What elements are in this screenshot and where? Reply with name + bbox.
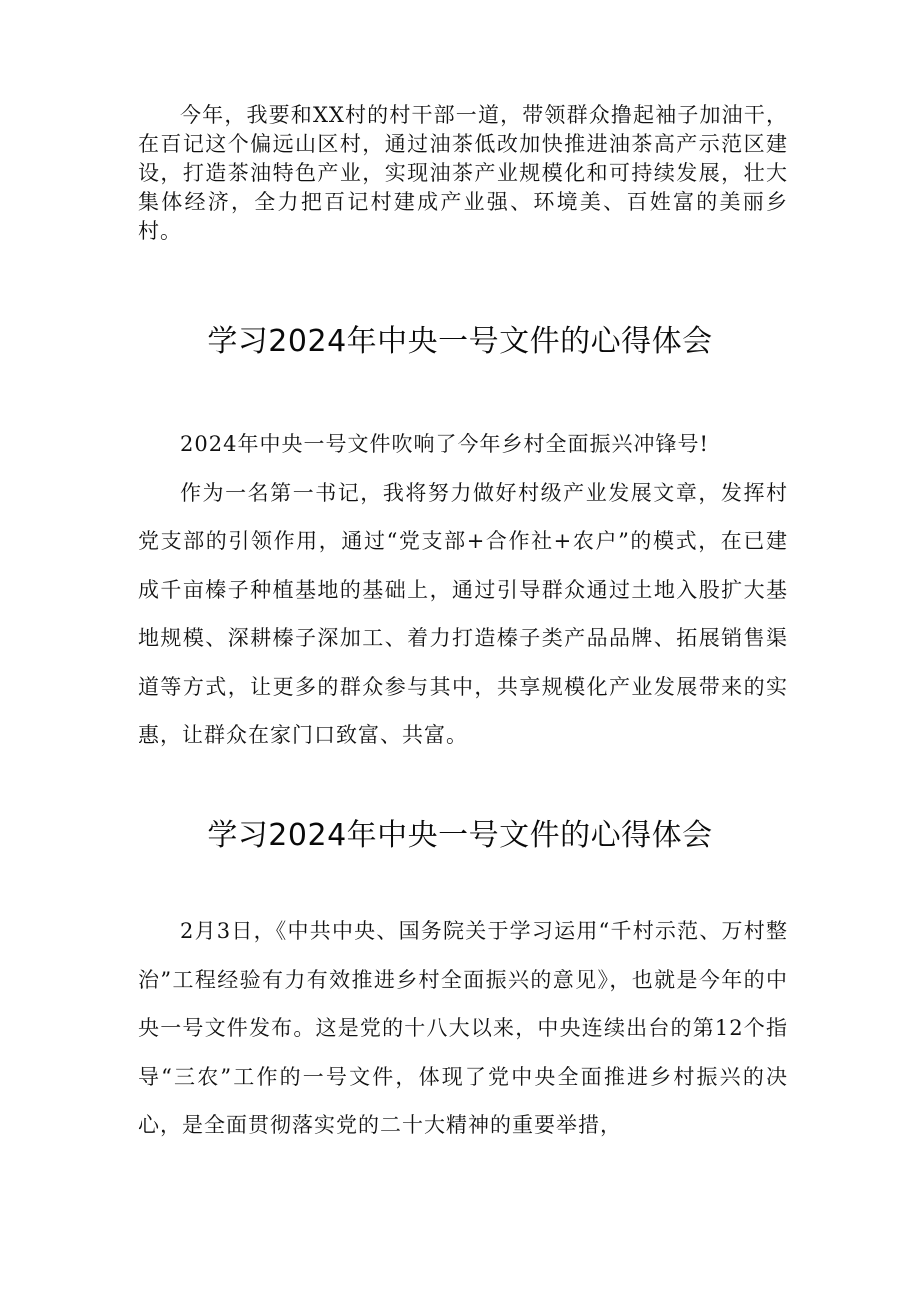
article-2-body bbox=[138, 907, 788, 1150]
article-1-paragraph-2: 作为一名第一书记，我将努力做好村级产业发展文章，发挥村党支部的引领作用，通过“党支部+合作社+农户”的模式，在已建成千亩榛子种植基地的基础上，通过引导群众通过土地入股扩大基地规模、深耕榛子深加工、着力打造榛子类产品品牌、拓展销售渠道等方式，让更多的群众参与其中，共享规模化产业发展带来的实惠，让群众在家门口致富、共富。 bbox=[138, 480, 788, 747]
article-1-paragraph-1: 2024年中央一号文件吹响了今年乡村全面振兴冲锋号! bbox=[180, 432, 709, 456]
intro-section bbox=[138, 101, 788, 246]
article-2-title: 学习2024年中央一号文件的心得体会 bbox=[207, 818, 713, 853]
article-1-title: 学习2024年中央一号文件的心得体会 bbox=[207, 324, 713, 359]
intro-paragraph: 今年，我要和XX村的村干部一道，带领群众撸起袖子加油干，在百记这个偏远山区村，通过油茶低改加快推进油茶高产示范区建设，打造茶油特色产业，实现油茶产业规模化和可持续发展，壮大集体经济，全力把百记村建成产业强、环境美、百姓富的美丽乡村。 bbox=[138, 103, 788, 243]
article-2-paragraph-1: 2月3日，《中共中央、国务院关于学习运用“千村示范、万村整治”工程经验有力有效推进乡村全面振兴的意见》，也就是今年的中央一号文件发布。这是党的十八大以来，中央连续出台的第12个指导“三农”工作的一号文件，体现了党中央全面推进乡村振兴的决心，是全面贯彻落实党的二十大精神的重要举措， bbox=[138, 919, 788, 1137]
article-1-body bbox=[138, 420, 788, 760]
